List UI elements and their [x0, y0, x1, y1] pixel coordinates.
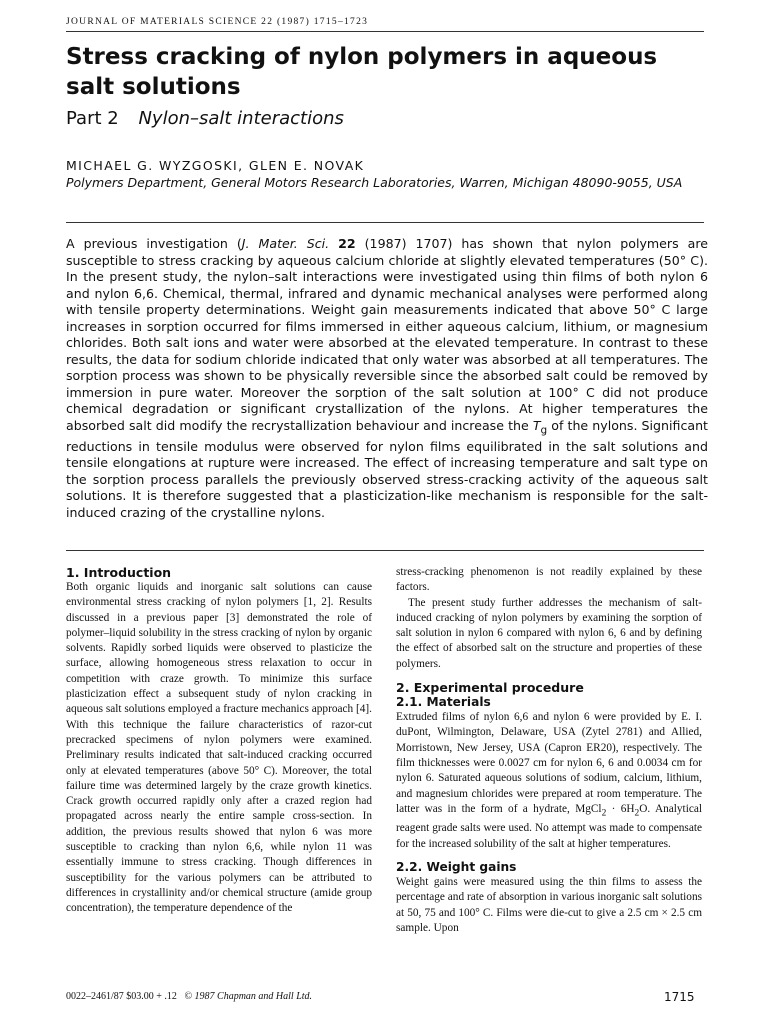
materials-text-a: Extruded films of nylon 6,6 and nylon 6 were provided by E. I. duPont, Wilmington, Delaware, USA (Zytel 2781) and Allied, Morristown, New Jersey, USA (Capron ER20), respectively. The film thicknesses were 0.0027 cm for nylon 6, 6 and 0.0034 cm for nylon 6. Saturated aqueous solutions of sodium, calcium, lithium, and magnesium chlorides were prepared at room temperature. The latter was in the form of a hydrate, MgCl	[396, 711, 702, 815]
subsection-heading-materials: 2.1. Materials	[396, 695, 491, 710]
materials-paragraph	[396, 710, 702, 852]
section-heading-experimental: 2. Experimental procedure	[396, 680, 584, 696]
right-column	[396, 565, 702, 936]
tg-subscript: g	[540, 424, 548, 437]
footer-code	[66, 991, 312, 1002]
introduction-paragraph: Both organic liquids and inorganic salt solutions can cause environmental stress cracking of nylon polymers [1, 2]. Results discussed in a previous paper [3] demonstrated the role of polymer–liquid solubility in the stress cracking of nylon by organic solvents. Rapidly sorbed liquids were observed to plasticize the surface, allowing homogeneous stress relaxation to occur in competition with craze growth. To minimize this surface plasticization effect a subsequent study of nylon cracking in aqueous salt solutions employed a fracture mechanics approach [4]. With this technique the failure characteristics of razor-cut precracked specimens of nylon polymers were examined. Preliminary results indicated that salt-induced cracking occurred only at elevated temperatures (above 50° C). Moreover, the total failure time was determined largely by the craze growth kinetics. Crack growth occurred rapidly only after a crazed region had propagated across nearly the entire sample cross-section. In addition, the previous results showed that nylon 6 was more susceptible to cracking than nylon 6,6, while nylon 11 was essentially immune to stress cracking. Though differences in susceptibility for the various polymers can be attributed to differences in crystallinity and/or chemical structure (amide group concentration), the temperature dependence of the	[66, 581, 372, 915]
article-subtitle	[66, 108, 344, 129]
left-column	[66, 565, 372, 917]
affiliation: Polymers Department, General Motors Research Laboratories, Warren, Michigan 48090-9055, USA	[66, 175, 683, 190]
part-title: Nylon–salt interactions	[138, 108, 344, 129]
introduction-continuation: stress-cracking phenomenon is not readily explained by these factors.	[396, 566, 702, 594]
authors: MICHAEL G. WYZGOSKI, GLEN E. NOVAK	[66, 158, 365, 173]
tg-symbol: T	[532, 417, 541, 433]
introduction-paragraph-2: The present study further addresses the mechanism of salt-induced cracking of nylon polymers by examining the sorption of salt solution in nylon 6 compared with nylon 6, 6 and by defining the effect of absorbed salt on the structure and properties of these polymers.	[396, 596, 702, 670]
section-heading-introduction: 1. Introduction	[66, 565, 172, 580]
materials-text-b: · 6H	[606, 802, 635, 815]
abstract-text-2: (1987) 1707) has shown that nylon polymers are susceptible to stress cracking by aqueous calcium chloride at slightly elevated temperatures (50° C). In the present study, the nylon–salt interactions were investigated using thin films of both nylon 6 and nylon 6,6. Chemical, thermal, infrared and dynamic mechanical analyses were performed along with tensile property determinations. Weight gain measurements indicated that above 50° C large increases in sorption occurred for films immersed in either aqueous calcium, lithium, or magnesium chlorides. Both salt ions and water were absorbed at the elevated temperature. In contrast to these results, the data for sodium chloride indicated that only water was absorbed at all temperatures. The sorption process was shown to be physically reversible since the absorbed salt could be removed by immersion in pure water. Moreover the sorption of the salt solution at 100° C did not produce chemical degradation or significant crystallization of the nylons. At higher temperatures the absorbed salt did modify the recrystallization behaviour and increase the	[66, 236, 709, 433]
mg-subscript-1: 2	[601, 808, 607, 819]
page-number: 1715	[664, 990, 695, 1004]
journal-running-head: JOURNAL OF MATERIALS SCIENCE 22 (1987) 1715–1723	[66, 17, 369, 27]
abstract-top-rule	[66, 222, 704, 223]
citation-volume: 22	[338, 236, 356, 251]
materials-text-c: O. Analytical reagent grade salts were used. No attempt was made to compensate for the increased solubility of the salt at higher temperatures.	[396, 802, 703, 850]
citation-journal: J. Mater. Sci.	[241, 236, 330, 251]
weight-gains-paragraph: Weight gains were measured using the thin films to assess the percentage and rate of absorption in various inorganic salt solutions at 50, 75 and 100° C. Films were die-cut to give a 2.5 cm × 2.5 cm sample. Upon	[396, 876, 702, 934]
copyright-notice: © 1987 Chapman and Hall Ltd.	[184, 991, 313, 1002]
abstract-bottom-rule	[66, 550, 704, 551]
issn-code: 0022–2461/87 $03.00 + .12	[66, 991, 177, 1002]
subsection-heading-weight-gains: 2.2. Weight gains	[396, 860, 517, 874]
abstract-text-3: of the nylons. Significant reductions in tensile modulus were observed for nylon films equilibrated in the salt solutions and tensile elongations at rupture were increased. The effect of increasing temperature and salt type on the sorption process parallels the previously observed stress-cracking activity of the aqueous salt solutions. It is therefore suggested that a plasticization-like mechanism is responsible for the salt-induced crazing of the crystalline nylons.	[66, 417, 708, 520]
abstract-text-1: A previous investigation (	[66, 236, 242, 251]
mg-subscript-2: 2	[634, 808, 640, 819]
article-title: Stress cracking of nylon polymers in aqueous salt solutions	[66, 44, 658, 100]
part-label: Part 2	[66, 108, 119, 129]
abstract	[66, 236, 708, 521]
header-rule	[66, 31, 704, 32]
